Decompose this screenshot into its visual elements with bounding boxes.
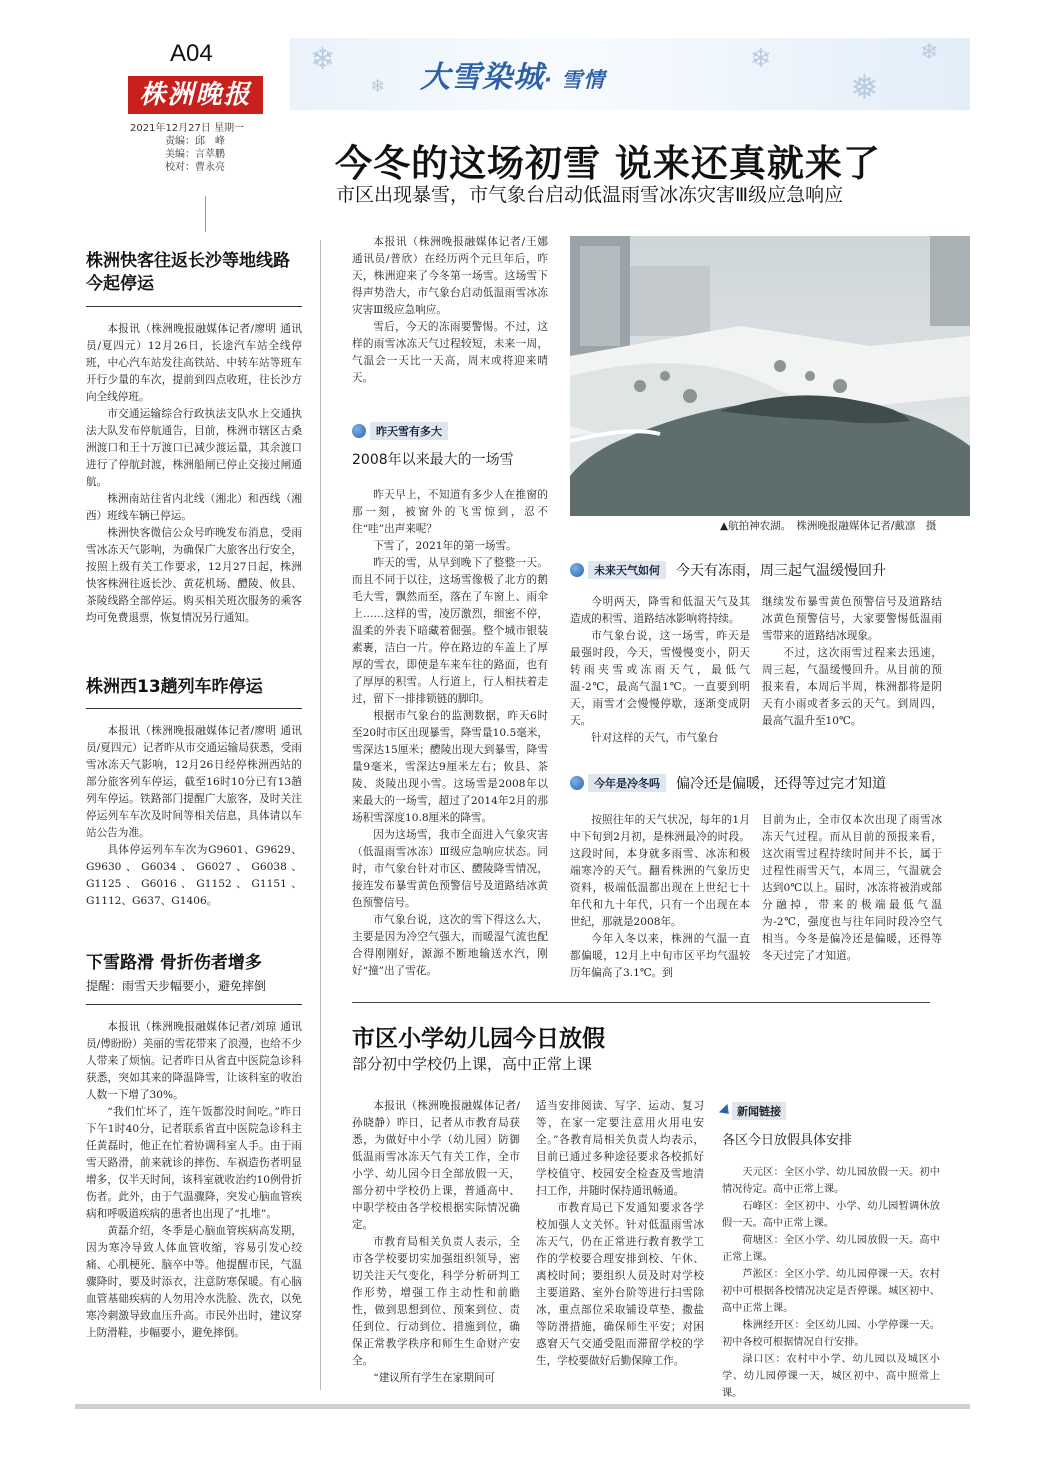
snowflake-icon: ❄ [370, 76, 386, 97]
paragraph: 不过，这次雨雪过程来去迅速，周三起，气温缓慢回升。从目前的预报来看，本周后半周，株洲都将是阴天有小雨或者多云的天气。到周四，最高气温升至10℃。 [762, 647, 942, 727]
page-number: A04 [170, 40, 213, 67]
paragraph: 本报讯（株洲晚报融媒体记者/廖明 通讯员/夏四元）12月26日，长途汽车站全线停班，中心汽车站发往高铁站、中转车站等班车开行少量的车次，提前到四点收班，往长沙方向全线停班。 [86, 323, 302, 403]
tag-label: 今年是冷冬吗 [588, 774, 666, 792]
paragraph: “建议所有学生在家期间可 [373, 1372, 496, 1384]
bubble-icon [352, 424, 366, 438]
left-article-1 [86, 250, 302, 627]
edition-meta [130, 122, 244, 174]
snowflake-icon: ❄ [310, 42, 336, 77]
designer-credit: 美编：言萃鹏 [165, 149, 225, 160]
paragraph: 昨天早上，不知道有多少人在推窗的那一刻，被窗外的飞雪惊到，忍不住“哇”出声来呢？ [352, 489, 548, 535]
section-cold-winter-header [570, 773, 970, 793]
main-headline: 今冬的这场初雪 说来还真就来了 [335, 142, 881, 185]
paragraph: 今明两天，降雪和低温天气及其造成的积雪、道路结冰影响将持续。 [570, 596, 750, 625]
section-banner [290, 38, 970, 110]
article-title: 株洲西13趟列车昨停运 [86, 677, 263, 697]
section-tag [352, 422, 548, 440]
divider [86, 708, 302, 709]
bubble-icon [570, 776, 584, 790]
newspaper-logo: 株洲晚报 [128, 76, 263, 114]
paragraph: 黄磊介绍，冬季是心脑血管疾病高发期，因为寒冷导致人体血管收缩，容易引发心绞痛、心肌梗死、脑卒中等。他提醒市民，气温骤降时，要及时添衣，注意防寒保暖。有心脑血管基础疾病的人勿用冷水洗脸、洗衣，以免寒冷刺激导致血压升高。市民外出时，建议穿上防滑鞋，步幅要小，避免摔倒。 [86, 1225, 302, 1339]
banner-main: 大雪染城 [420, 60, 544, 95]
section-tag [570, 560, 970, 580]
paragraph: 市气象台说，这一场雪，昨天是最强时段，今天，雪慢慢变小，阴天转雨夹雪或冻雨天气，最低气温-2℃，最高气温1℃。一直要到明天，雨雪才会慢慢停歇，逐渐变成阴天。 [570, 630, 750, 727]
bubble-icon [570, 563, 584, 577]
paragraph: 适当安排阅读、写字、运动、复习等，在家一定要注意用火用电安全。”各教育局相关负责人均表示，目前已通过多种途径要求各校抓好学校值守、校园安全检查及雪地清扫工作，并随时保持通讯畅通。 [536, 1100, 704, 1197]
paragraph: 今年入冬以来，株洲的气温一直都偏暖，12月上中旬市区平均气温较历年偏高了3.1℃。到 [570, 933, 750, 979]
paragraph: 株洲快客微信公众号昨晚发布消息，受雨雪冰冻天气影响，为确保广大旅客出行安全，按照上级有关工作要求，12月27日起，株洲快客株洲往返长沙、黄花机场、醴陵、攸县、茶陵线路全部停运。购买相关班次服务的乘客均可免费退票，恢复情况另行通知。 [86, 527, 302, 624]
paragraph: 本报讯（株洲晚报融媒体记者/刘琼 通讯员/傅盼盼）美丽的雪花带来了浪漫，也给不少人带来了烦恼。记者昨日从省直中医院急诊科获悉，突如其来的降温降雪，让该科室的收治人数一下增了30%。 [86, 1021, 302, 1101]
bottom-col-b [536, 1098, 704, 1370]
list-item: 芦淞区：全区小学、幼儿园停课一天。农村初中可根据各校情况决定是否停课。城区初中、高中正常上课。 [722, 1269, 940, 1314]
article-subtitle: 提醒：雨雪天步幅要小，避免摔倒 [86, 979, 267, 993]
section-title: 今天有冻雨，周三起气温缓慢回升 [676, 563, 886, 579]
aerial-snow-photo [570, 236, 970, 516]
left-article-3 [86, 952, 302, 1342]
section-title: 偏冷还是偏暖，还得等过完才知道 [676, 776, 886, 792]
list-item: 株洲经开区：全区幼儿园、小学停课一天。初中各校可根据情况自行安排。 [722, 1320, 940, 1348]
section-future-weather-col-a [570, 594, 750, 747]
bottom-subheadline: 部分初中学校仍上课，高中正常上课 [352, 1055, 593, 1073]
article-title: 株洲快客往返长沙等地线路今起停运 [86, 251, 290, 294]
section-tag [570, 773, 970, 793]
banner-subtitle: · 雪情 [544, 68, 606, 92]
paragraph: 本报讯（株洲晚报融媒体记者/王娜 通讯员/普欣）在经历两个元旦年后，昨天，株洲迎来了今冬第一场雪。这场雪下得声势浩大，市气象台启动低温雨雪冰冻灾害Ⅲ级应急响应。 [352, 236, 548, 316]
tag-label: 新闻链接 [732, 1102, 786, 1120]
paragraph: 继续发布暴雪黄色预警信号及道路结冰黄色预警信号，大家要警惕低温雨雪带来的道路结冰现象。 [762, 596, 942, 642]
news-link-title: 各区今日放假具体安排 [722, 1133, 853, 1148]
banner-title [420, 52, 605, 96]
snowflake-icon: ❄ [920, 40, 939, 65]
list-item: 石峰区：全区初中、小学、幼儿园暂调休放假一天。高中正常上课。 [722, 1201, 940, 1229]
bottom-headline: 市区小学幼儿园今日放假 [352, 1026, 605, 1052]
article-title: 下雪路滑 骨折伤者增多 [86, 953, 262, 973]
paragraph: 下雪了，2021年的第一场雪。 [373, 540, 517, 552]
section-rule [352, 1002, 930, 1003]
section-future-weather-header [570, 560, 970, 580]
paragraph: 按照往年的天气状况，每年的1月中下旬到2月初，是株洲最冷的时段。这段时间，本身就多雨雪、冰冻和极端寒冷的天气。翻看株洲的气象历史资料，极端低温都出现在上世纪七十年代和九十年代，只有一个出现在本世纪，那就是2008年。 [570, 814, 750, 928]
list-item: 荷塘区：全区小学、幼儿园放假一天。高中正常上课。 [722, 1235, 940, 1263]
tag-label: 昨天雪有多大 [370, 422, 448, 440]
paragraph: 针对这样的天气，市气象台 [591, 732, 719, 744]
photo-illustration [570, 236, 970, 516]
snowflake-icon: ❅ [850, 68, 879, 108]
section-cold-winter-col-a [570, 812, 750, 982]
section-future-weather-col-b [762, 594, 942, 730]
news-link-tag [722, 1102, 940, 1120]
proof-credit: 校对：曹永亮 [165, 162, 225, 173]
divider [86, 306, 302, 307]
paragraph: 雪后，今天的冻雨要警惕。不过，这样的雨雪冰冻天气过程较短，未来一周，气温会一天比一天高，周末或将迎来晴天。 [352, 321, 548, 384]
paragraph: 株洲南站往省内北线（湘北）和西线（湘西）班线车辆已停运。 [86, 493, 302, 522]
paragraph: 市交通运输综合行政执法支队水上交通执法大队发布停航通告，目前，株洲市辖区古桑洲渡口和王十万渡口已减少渡运量，其余渡口进行了停航封渡，株洲船闸已停止交接过闸通航。 [86, 408, 302, 488]
list-item: 天元区：全区小学、幼儿园放假一天。初中情况待定。高中正常上课。 [722, 1167, 940, 1195]
issue-date: 2021年12月27日 星期一 [130, 123, 245, 134]
column-separator [320, 240, 321, 1390]
photo-caption: ▲航拍神农湖。 株洲晚报融媒体记者/戴凛 摄 [720, 520, 937, 532]
bottom-col-a [352, 1098, 520, 1387]
paragraph: “我们忙坏了，连午饭都没时间吃。”昨日下午1时40分，记者联系省直中医院急诊科主任黄磊时，他正在忙着协调科室人手。由于雨雪天路滑，前来就诊的摔伤、车祸造伤者明显增多，仅半天时间，该科室就收治约10例骨折伤者。此外，由于气温骤降，突发心脑血管疾病和呼吸道疾病的患者也出现了“扎堆”。 [86, 1106, 302, 1220]
list-item: 渌口区：农村中小学、幼儿园以及城区小学、幼儿园停课一天，城区初中、高中照常上课。 [722, 1354, 940, 1399]
section-yesterday-snow [352, 422, 548, 980]
news-link-box [722, 1102, 940, 1402]
divider [86, 1004, 302, 1005]
editor-credit: 责编：邱 峰 [165, 136, 225, 147]
paragraph: 因为这场雪，我市全面进入气象灾害（低温雨雪冰冻）Ⅲ级应急响应状态。同时，市气象台针对市区、醴陵降雪情况，接连发布暴雪黄色预警信号及道路结冰黄色预警信号。 [352, 829, 548, 909]
snowflake-icon: ❄ [750, 44, 772, 74]
main-intro [352, 234, 548, 387]
main-subheadline: 市区出现暴雪，市气象台启动低温雨雪冰冻灾害Ⅲ级应急响应 [336, 184, 844, 206]
left-article-2 [86, 676, 302, 910]
paragraph: 昨天的雪，从早到晚下了整整一天。而且不同于以往，这场雪像极了北方的鹅毛大雪，飘然而至，落在了车窗上、雨伞上……这样的雪，凌厉激烈，细密不停，温柔的外表下暗藏着倔强。整个城市银装素裹，洁白一片。停在路边的车盖上了厚厚的雪衣，即使是车来车往的路面，也有了厚厚的积雪。人行道上，行人相扶着走过，留下一排排锁链的脚印。 [352, 557, 548, 705]
paragraph: 目前为止，全市仅本次出现了雨雪冰冻天气过程。而从目前的预报来看，这次雨雪过程持续时间并不长，属于过程性雨雪天气，本周三，气温就会达到0℃以上。届时，冰冻将被消或部分融掉，带来的极端最低气温为-2℃，强度也与往年同时段冷空气相当。今冬是偏冷还是偏暖，还得等冬天过完了才知道。 [762, 814, 942, 962]
section-cold-winter-col-b [762, 812, 942, 965]
paragraph: 市气象台说，这次的雪下得这么大，主要是因为冷空气强大，而暖湿气流也配合得刚刚好，源源不断地输送水汽，刚好“撞”出了雪花。 [352, 914, 548, 977]
paragraph: 根据市气象台的监测数据，昨天6时至20时市区出现暴雪，降雪量10.5毫米，雪深达15厘米；醴陵出现大到暴雪，降雪量9毫米，雪深达9厘米左右；攸县、茶陵、炎陵出现小雪。这场雪是2008年以来最大的一场雪，超过了2014年2月的那场积雪深度10.8厘米的降雪。 [352, 710, 548, 824]
section-title: 2008年以来最大的一场雪 [352, 452, 514, 468]
paragraph: 具体停运列车车次为G9601、G9629、G9630、G6034、G6027、G6038、G1125、G6016、G1152、G1151、G1112、G637、G1406。 [86, 844, 302, 907]
footer-bar [75, 1404, 970, 1409]
paragraph: 本报讯（株洲晚报融媒体记者/廖明 通讯员/夏四元）记者昨从市交通运输局获悉，受雨雪冰冻天气影响，12月26日经停株洲西站的部分旅客列车停运，截至16时10分已有13趟列车停运。铁路部门提醒广大旅客，及时关注停运列车车次及时间等相关信息，具体请以车站公告为准。 [86, 725, 302, 839]
paragraph: 市教育局相关负责人表示，全市各学校要切实加强组织领导，密切关注天气变化，科学分析研判工作形势，增强工作主动性和前瞻性，做到思想到位、预案到位、责任到位、行动到位、措施到位，确保正常教学秩序和师生生命财产安全。 [352, 1236, 520, 1367]
paragraph: 本报讯（株洲晚报融媒体记者/孙晓静）昨日，记者从市教育局获悉，为做好中小学（幼儿园）防御低温雨雪冰冻天气有关工作，全市小学、幼儿园今日全部放假一天，部分初中学校仍上课，普通高中、中职学校由各学校根据实际情况确定。 [352, 1100, 520, 1231]
paragraph: 市教育局已下发通知要求各学校加强人文关怀。针对低温雨雪冰冻天气，仍在正常进行教育教学工作的学校要合理安排到校、午休、离校时间；要组织人员及时对学校主要道路、室外台阶等进行扫雪除冰，重点部位采取铺设草垫、撒盐等防滑措施，确保师生平安；对困惑窘天气交通受阻而滞留学校的学生，学校要做好后勤保障工作。 [536, 1202, 704, 1367]
masthead-divider [205, 196, 206, 232]
tag-label: 未来天气如何 [588, 561, 666, 579]
triangle-icon [719, 1104, 733, 1118]
